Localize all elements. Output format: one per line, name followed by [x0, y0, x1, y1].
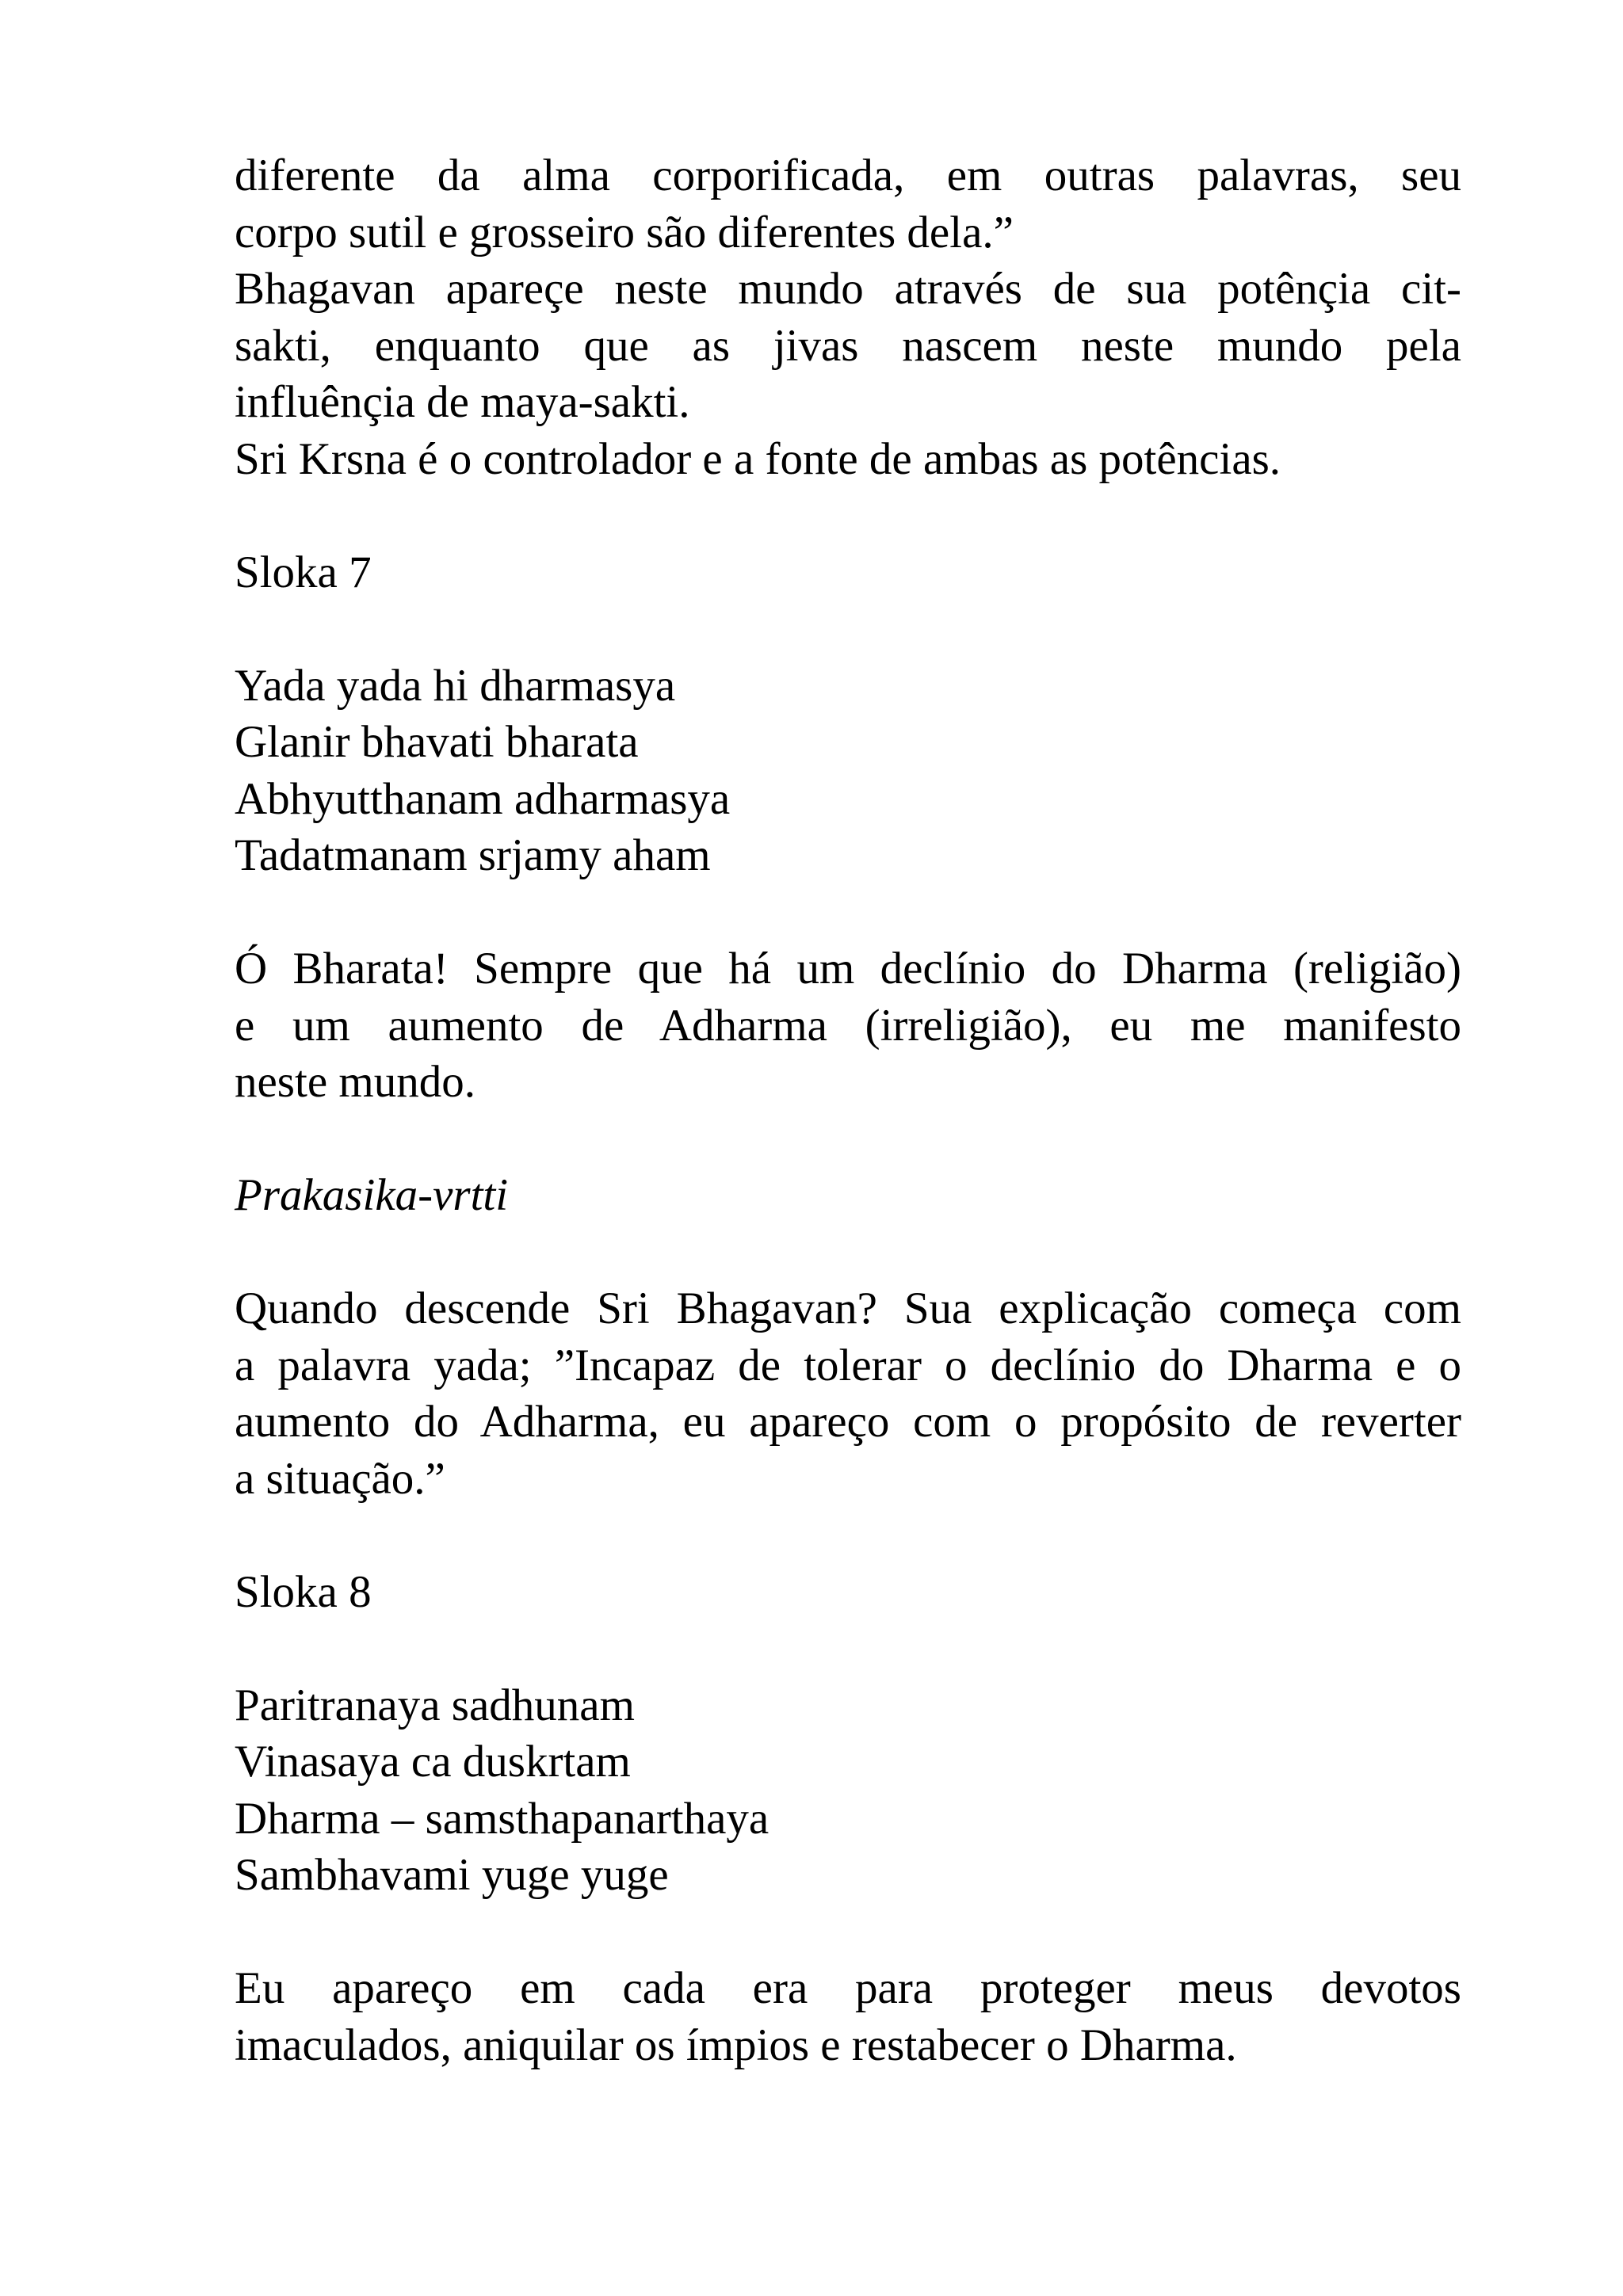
- commentary-heading: Prakasika-vrtti: [235, 1170, 509, 1220]
- paragraph-line: corpo sutil e grosseiro são diferentes dela.”: [235, 207, 1014, 257]
- verse-line: Glanir bhavati bharata: [235, 717, 639, 767]
- commentary-line: aumento do Adharma, eu apareço com o propósito de reverter: [235, 1397, 1461, 1447]
- translation-line: e um aumento de Adharma (irreligião), eu me manifesto: [235, 1000, 1461, 1051]
- paragraph-line: diferente da alma corporificada, em outras palavras, seu: [235, 151, 1461, 200]
- blank-line: [235, 1507, 1461, 1564]
- paragraph-line: sakti, enquanto que as jivas nascem neste mundo pela: [235, 320, 1461, 371]
- verse-line: Paritranaya sadhunam: [235, 1680, 635, 1730]
- commentary-line: a situação.”: [235, 1453, 445, 1504]
- paragraph-line: influênçia de maya-sakti.: [235, 377, 690, 427]
- blank-line: [235, 487, 1461, 544]
- blank-line: [235, 1904, 1461, 1961]
- blank-line: [235, 884, 1461, 941]
- verse-line: Yada yada hi dharmasya: [235, 660, 676, 711]
- commentary-line: a palavra yada; ”Incapaz de tolerar o declínio do Dharma e o: [235, 1340, 1461, 1390]
- translation-line: Ó Bharata! Sempre que há um declínio do Dharma (religião): [235, 944, 1461, 994]
- verse-line: Abhyutthanam adharmasya: [235, 773, 731, 824]
- translation-line: neste mundo.: [235, 1057, 475, 1107]
- verse-line: Vinasaya ca duskrtam: [235, 1737, 631, 1787]
- paragraph-line: Bhagavan apareçe neste mundo através de sua potênçia cit-: [235, 264, 1461, 314]
- verse-line: Sambhavami yuge yuge: [235, 1850, 669, 1900]
- sloka-7-heading: Sloka 7: [235, 547, 372, 597]
- blank-line: [235, 601, 1461, 658]
- blank-line: [235, 1111, 1461, 1168]
- translation-line: imaculados, aniquilar os ímpios e restabecer o Dharma.: [235, 2019, 1237, 2070]
- sloka-8-heading: Sloka 8: [235, 1566, 372, 1617]
- translation-line: Eu apareço em cada era para proteger meus devotos: [235, 1963, 1461, 2013]
- commentary-line: Quando descende Sri Bhagavan? Sua explicação começa com: [235, 1283, 1461, 1333]
- blank-line: [235, 1620, 1461, 1677]
- verse-line: Tadatmanam srjamy aham: [235, 830, 711, 880]
- document-page: [235, 147, 1461, 2073]
- paragraph-line: Sri Krsna é o controlador e a fonte de ambas as potências.: [235, 433, 1281, 484]
- verse-line: Dharma – samsthapanarthaya: [235, 1793, 769, 1844]
- blank-line: [235, 1224, 1461, 1281]
